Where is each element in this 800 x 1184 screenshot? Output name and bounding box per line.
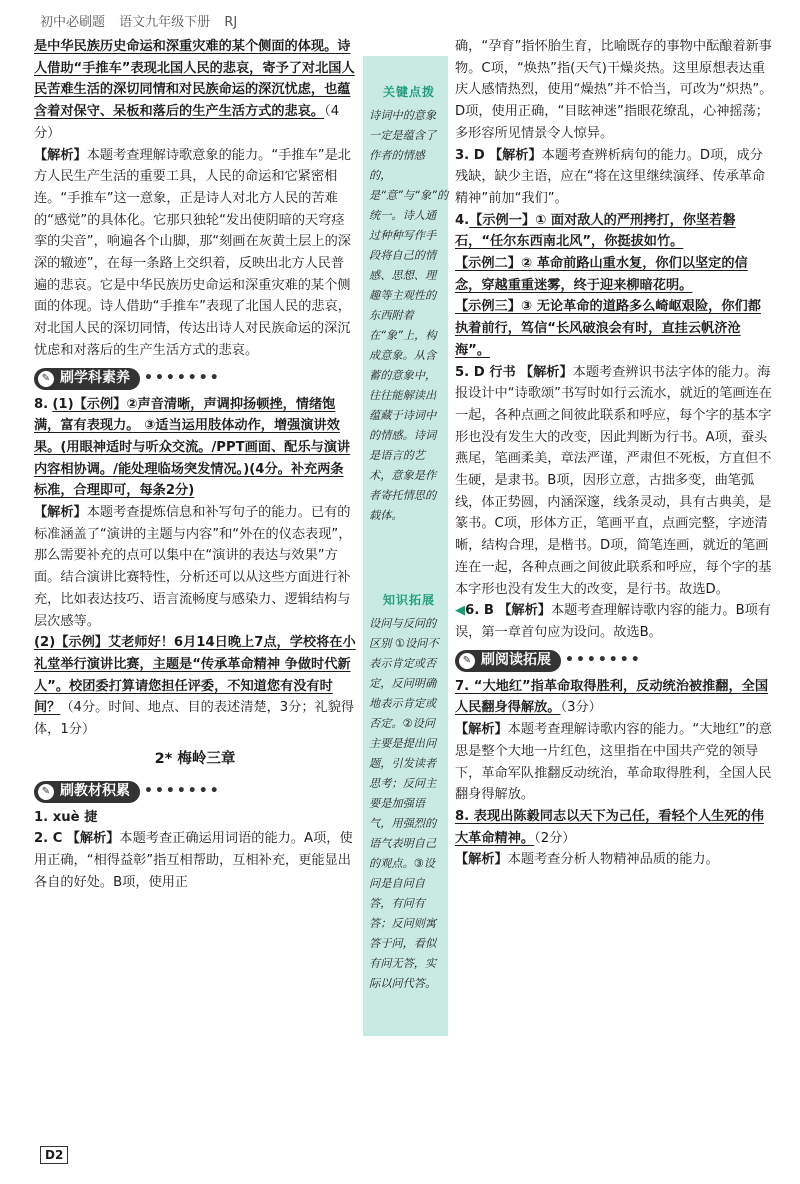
edition-tag: RJ bbox=[224, 15, 238, 30]
pen-icon: ✎ bbox=[459, 653, 475, 669]
arrow-left-icon: ◀ bbox=[455, 603, 466, 619]
intro-analysis: 【解析】本题考查理解诗歌意象的能力。“手推车”是北方人民生产生活的重要工具，人民的命运和它紧密相连。“手推车”这一意象，正是诗人对北方人民的苦难的“感觉”的具体化。它那只独轮“发出使阴暗的天穹痉挛的尖音”，响遍各个山脚，那“刻画在灰黄土层上的深深的辙迹”，在每一条路上交织着，反映出北方人民普遍的悲哀。它是中华民族历史命运和深重灾难的某个侧面的体现。诗人借助“手推车”表现了北国人民的悲哀，对北国人民的深切同情，传达出诗人对民族命运的深沉忧虑和对落后的生产生活方式的悲哀。 bbox=[34, 147, 351, 358]
q2-continued: 确，“孕育”指怀胎生育，比喻既存的事物中酝酿着新事物。C项，“焕热”指(天气)干燥炎热。这里原想表达重庆人感情热烈，使用“燥热”并不恰当，可改为“炽热”。D项，使用正确，“目眩神迷”指眼花缭乱，心神摇荡；多形容所见情景令人惊异。 bbox=[455, 39, 773, 141]
q4-example-3: 【示例三】③ 无论革命的道路多么崎岖艰险，你们都执着前行，笃信“长风破浪会有时，直挂云帆济沧海”。 bbox=[455, 299, 761, 358]
section-banner-reading: ✎ 刷阅读拓展 ••••••• bbox=[455, 650, 642, 672]
series-name: 初中必刷题 bbox=[40, 15, 106, 30]
side-title-knowledge: 知识拓展 bbox=[383, 593, 436, 607]
q1-answer: 1. xuè 捷 bbox=[34, 809, 98, 825]
q4-example-2: 【示例二】② 革命前路山重水复，你们以坚定的信念，穿越重重迷雾，终于迎来柳暗花明。 bbox=[455, 256, 748, 293]
page-header bbox=[40, 10, 770, 36]
q8-part1-analysis: 【解析】本题考查提炼信息和补写句子的能力。已有的标准涵盖了“演讲的主题与内容”和“外在的仪态表现”，那么需要补充的点可以集中在“演讲的表达与效果”方面。结合演讲比赛特性，分析还可以从这些方面进行补充，比如表达技巧、语言流畅度与感染力、逻辑结构与层次感等。 bbox=[34, 505, 352, 629]
q8-answer: 8. 表现出陈毅同志以天下为己任，看轻个人生死的伟大革命精神。（2分） bbox=[455, 808, 764, 846]
lesson-title: 2* 梅岭三章 bbox=[154, 750, 236, 767]
sidebar-notes bbox=[363, 56, 448, 1036]
side-text-knowledge: 设问与反问的区别 ①设问不表示肯定或否定，反问明确地表示肯定或否定。②设问主要是提出问题，引发读者思考；反问主要是加强语气，用强烈的语气表明自己的观点。③设问是自问自答，有问有答；反问则寓答于问，看似有问无答，实际以问代答。 bbox=[369, 617, 439, 990]
right-column bbox=[455, 36, 773, 871]
pen-icon: ✎ bbox=[38, 784, 54, 800]
section-banner-textbook: ✎ 刷教材积累 ••••••• bbox=[34, 781, 221, 803]
q3-answer: 3. D 【解析】本题考查辨析病句的能力。D项，成分残缺，缺少主语，应在“将在这里继续演绎、传承革命精神”前加“我们”。 bbox=[455, 147, 766, 206]
section-banner-subject: ✎ 刷学科素养 ••••••• bbox=[34, 368, 221, 390]
intro-answer: 是中华民族历史命运和深重灾难的某个侧面的体现。诗人借助“手推车”表现北国人民的悲哀，寄予了对北国人民苦难生活的深切同情和对民族命运的深沉忧虑，也蕴含着对保守、呆板和落后的生产生活方式的悲哀。（4分） bbox=[34, 39, 355, 141]
pen-icon: ✎ bbox=[38, 371, 54, 387]
left-column bbox=[34, 36, 356, 893]
q8-analysis: 【解析】本题考查分析人物精神品质的能力。 bbox=[455, 852, 719, 868]
q7-analysis: 【解析】本题考查理解诗歌内容的能力。“大地红”的意思是整个大地一片红色，这里指在中国共产党的领导下，革命军队推翻反动统治，革命取得胜利，全国人民翻身得解放。 bbox=[455, 722, 772, 803]
page-number: D2 bbox=[40, 1146, 68, 1164]
q5-answer: 5. D 行书 【解析】本题考查辨识书法字体的能力。海报设计中“诗歌颂”书写时如行云流水，就近的笔画连在一起，各种点画之间彼此联系和呼应，每个字的基本字形也没有发生大的改变，因此判断为行书。A项，蚕头燕尾，笔画柔美，章法严谨，严肃但不死板，方直但不生硬，是隶书。B项，因形立意，古拙多变，曲笔弧线，体正势圆，内涵深邃，线条灵动，具有古典美，是篆书。C项，形体方正，笔画平直，点画完整，字迹清晰，结构合理，是楷书。D项，简笔连画，就近的笔画连在一起，各种点画之间彼此联系和呼应，每个字的基本字形也没有发生大的改变，是行书。故选D。 bbox=[455, 364, 772, 597]
q2-answer: 2. C 【解析】本题考查正确运用词语的能力。A项，使用正确，“相得益彰”指互相帮助，互相补充，更能显出各自的好处。B项，使用正 bbox=[34, 831, 353, 890]
q8-part2-answer: (2)【示例】艾老师好！6月14日晚上7点，学校将在小礼堂举行演讲比赛，主题是“传承革命精神 争做时代新人”。校团委打算请您担任评委，不知道您有没有时间？（4分。时间、地点、目的表述清楚，3分；礼貌得体，1分） bbox=[34, 635, 356, 738]
q7-answer: 7. “大地红”指革命取得胜利，反动统治被推翻，全国人民翻身得解放。（3分） bbox=[455, 678, 769, 716]
q6-answer: ◀6. B 【解析】本题考查理解诗歌内容的能力。B项有误，第一章首句应为设问。故选B。 bbox=[455, 603, 771, 640]
q8-part1-answer: 8. (1)【示例】②声音清晰，声调抑扬顿挫，情绪饱满，富有表现力。 ③适当运用肢体动作，增强演讲效果。(用眼神适时与听众交流。/PPT画面、配乐与演讲内容相协调。/能处理临场突发情况。)(4分。补充两条标准，合理即可，每条2分) bbox=[34, 396, 351, 499]
side-title-key-points: 关键点拨 bbox=[383, 85, 436, 99]
side-text-key-points: 诗词中的意象一定是蕴含了作者的情感的，是“意”与“象”的统一。诗人通过种种写作手段将自己的情感、思想、理趣等主观性的东西附着在“象”上，构成意象。从含蓄的意象中，往往能解读出蕴藏于诗词中的情感。诗词是语言的艺术，意象是作者寄托情思的载体。 bbox=[369, 109, 449, 522]
book-name: 语文九年级下册 bbox=[119, 15, 211, 30]
q4-answer: 4.【示例一】① 面对敌人的严刑拷打，你坚若磐石，“任尔东西南北风”，你挺拔如竹。 bbox=[455, 212, 736, 250]
